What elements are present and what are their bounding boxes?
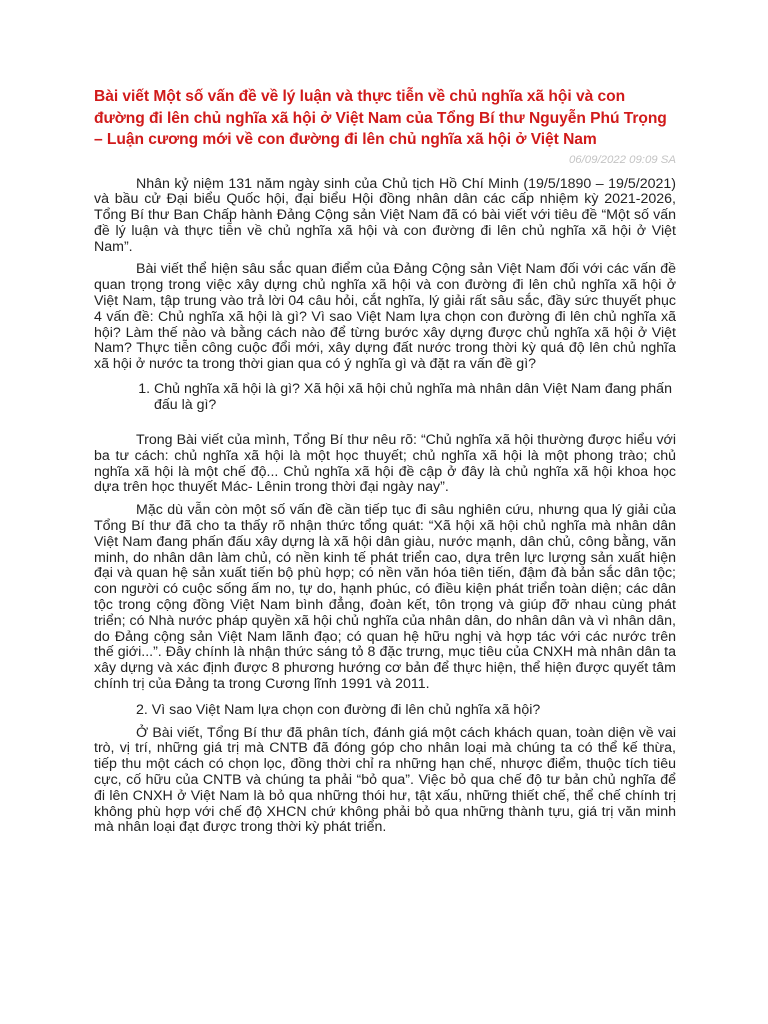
article-timestamp: 06/09/2022 09:09 SA — [568, 153, 676, 166]
article-title: Bài viết Một số vấn đề về lý luận và thực tiễn về chủ nghĩa xã hội và con đường đi lên chủ nghĩa xã hội ở Việt Nam của Tổng Bí thư Nguyễn Phú Trọng – Luận cương mới về con đường đi lên chủ nghĩa xã hội ở Việt Nam — [94, 88, 667, 148]
paragraph-1: Nhân kỷ niệm 131 năm ngày sinh của Chủ tịch Hồ Chí Minh (19/5/1890 – 19/5/2021) và bầu cử Đại biểu Quốc hội, đại biểu Hội đồng nhân dân các cấp nhiệm kỳ 2021-2026, Tổng Bí thư Ban Chấp hành Đảng Cộng sản Việt Nam đã có bài viết với tiêu đề “Một số vấn đề lý luận và thực tiễn về chủ nghĩa xã hội và con đường đi lên chủ nghĩa xã hội ở Việt Nam”. — [94, 175, 676, 255]
numbered-list — [94, 381, 676, 413]
article-body — [94, 177, 676, 837]
section-heading-2: 2. Vì sao Việt Nam lựa chọn con đường đi lên chủ nghĩa xã hội? — [136, 701, 541, 718]
paragraph-5: Ở Bài viết, Tổng Bí thư đã phân tích, đánh giá một cách khách quan, toàn diện về vai trò, vị trí, những giá trị mà CNTB đã đóng góp cho nhân loại mà chúng ta có thể kế thừa, tiếp thu một cách có chọn lọc, đồng thời chỉ ra những hạn chế, nhược điểm, thuộc tích tiêu cực, cố hữu của CNTB và chúng ta phải “bỏ qua”. Việc bỏ qua chế độ tư bản chủ nghĩa để đi lên CNXH ở Việt Nam là bỏ qua những thói hư, tật xấu, những thiết chế, thể chế chính trị không phù hợp với chế độ XHCN chứ không phải bỏ qua những thành tựu, giá trị văn minh mà nhân loại đạt được trong thời kỳ phát triển. — [94, 724, 676, 836]
paragraph-2: Bài viết thể hiện sâu sắc quan điểm của Đảng Cộng sản Việt Nam đối với các vấn đề quan trọng trong việc xây dựng chủ nghĩa xã hội và con đường đi lên chủ nghĩa xã hội ở Việt Nam, tập trung vào trả lời 04 câu hỏi, cắt nghĩa, lý giải rất sâu sắc, đầy sức thuyết phục 4 vấn đề: Chủ nghĩa xã hội là gì? Vì sao Việt Nam lựa chọn con đường đi lên chủ nghĩa xã hội? Làm thế nào và bằng cách nào để từng bước xây dựng được chủ nghĩa xã hội ở Việt Nam? Thực tiễn công cuộc đổi mới, xây dựng đất nước trong thời kỳ quá độ lên chủ nghĩa xã hội ở nước ta trong thời gian qua có ý nghĩa gì và đặt ra vấn đề gì? — [94, 261, 676, 373]
paragraph-4: Mặc dù vẫn còn một số vấn đề cần tiếp tục đi sâu nghiên cứu, nhưng qua lý giải của Tổng Bí thư đã cho ta thấy rõ nhận thức tổng quát: “Xã hội xã hội chủ nghĩa mà nhân dân Việt Nam đang phấn đấu xây dựng là xã hội dân giàu, nước mạnh, dân chủ, công bằng, văn minh, do nhân dân làm chủ, có nền kinh tế phát triển cao, dựa trên lực lượng sản xuất hiện đại và quan hệ sản xuất tiến bộ phù hợp; có nền văn hóa tiên tiến, đậm đà bản sắc dân tộc; con người có cuộc sống ấm no, tự do, hạnh phúc, có điều kiện phát triển toàn diện; các dân tộc trong cộng đồng Việt Nam bình đẳng, đoàn kết, tôn trọng và giúp đỡ nhau cùng phát triển; có Nhà nước pháp quyền xã hội chủ nghĩa của nhân dân, do nhân dân và vì nhân dân, do Đảng cộng sản Việt Nam lãnh đạo; có quan hệ hữu nghị và hợp tác với các nước trên thế giới...”. Đây chính là nhận thức sáng tỏ 8 đặc trưng, mục tiêu của CNXH mà nhân dân ta xây dựng và xác định được 8 phương hướng cơ bản để thực hiện, thể hiện được quyết tâm chính trị của Đảng ta trong Cương lĩnh 1991 và 2011. — [94, 502, 676, 693]
list-item-1: 1. Chủ nghĩa xã hội là gì? Xã hội xã hội chủ nghĩa mà nhân dân Việt Nam đang phấn đấu là gì? — [154, 381, 676, 413]
paragraph-3: Trong Bài viết của mình, Tổng Bí thư nêu rõ: “Chủ nghĩa xã hội thường được hiểu với ba tư cách: chủ nghĩa xã hội là một học thuyết; chủ nghĩa xã hội là một phong trào; chủ nghĩa xã hội là một chế độ... Chủ nghĩa xã hội đề cập ở đây là chủ nghĩa xã hội khoa học dựa trên học thuyết Mác- Lênin trong thời đại ngày nay”. — [94, 432, 676, 496]
